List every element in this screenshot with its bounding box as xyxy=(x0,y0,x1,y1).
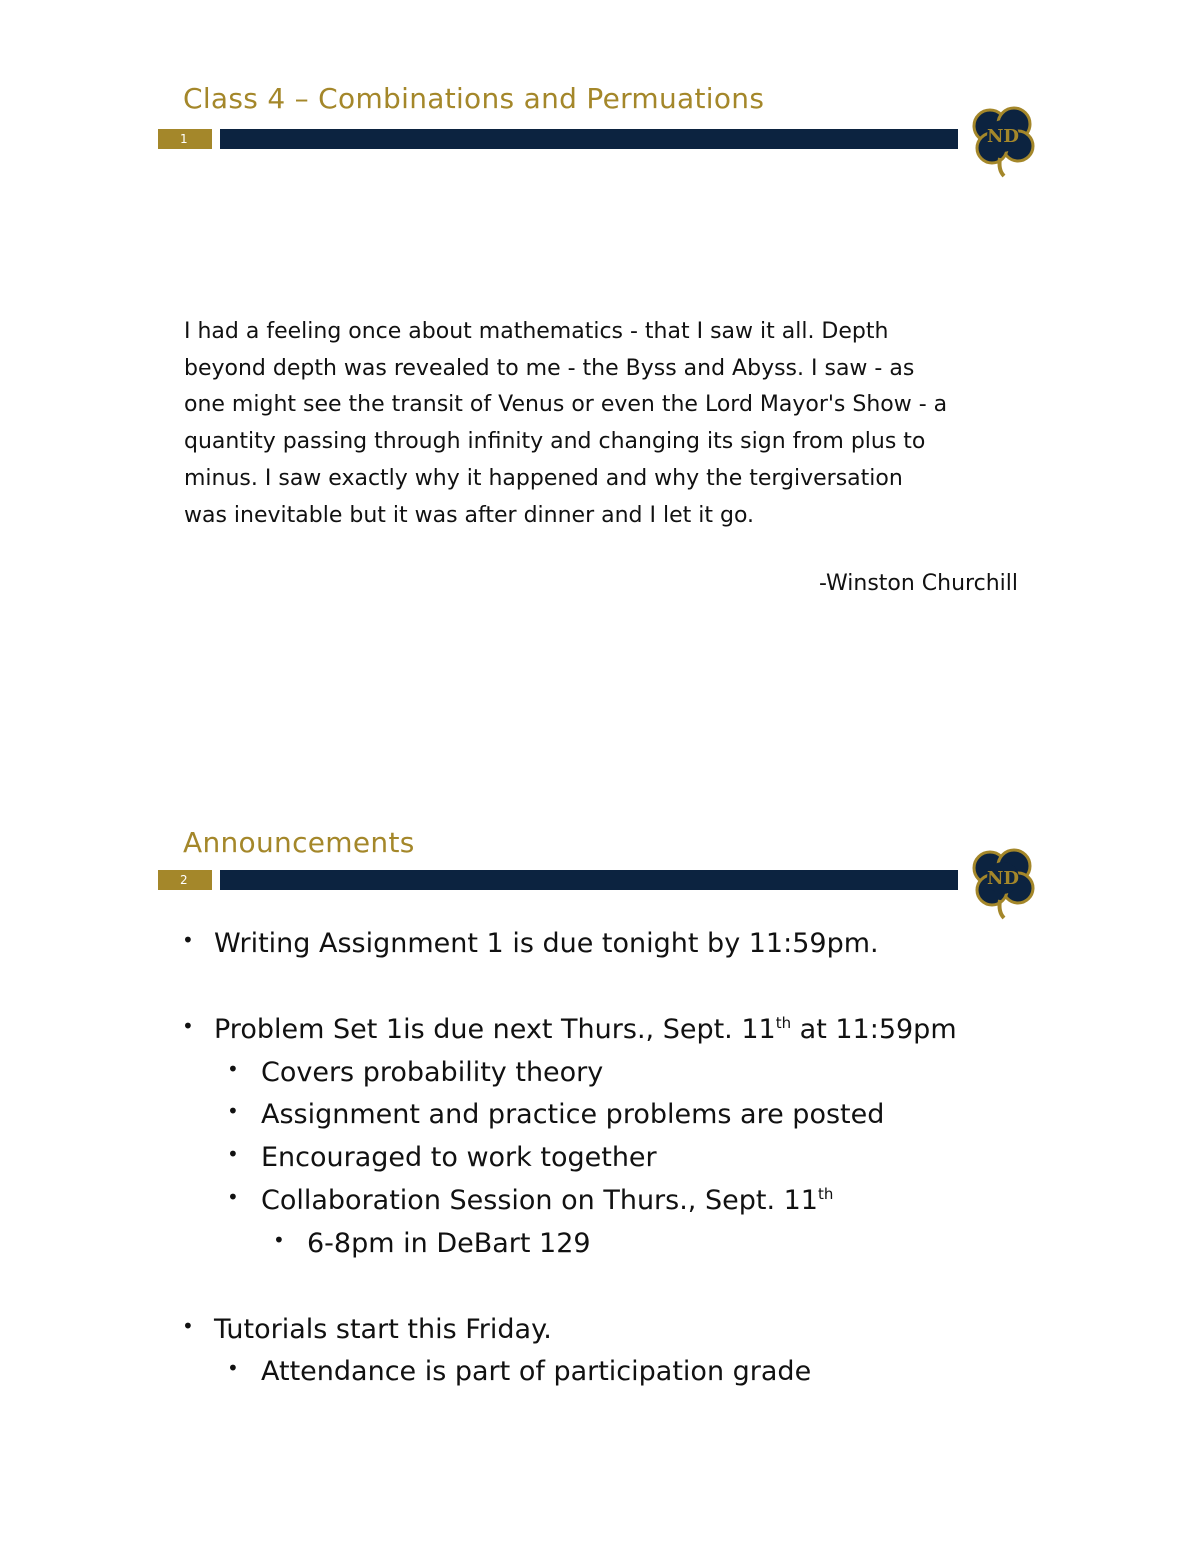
header-bar xyxy=(220,870,958,890)
bullet-text: Encouraged to work together xyxy=(261,1142,657,1173)
quote-attribution: -Winston Churchill xyxy=(818,571,1018,596)
quote-line: was inevitable but it was after dinner and I let it go. xyxy=(184,502,755,528)
quote xyxy=(184,314,1034,534)
quote-line: one might see the transit of Venus or even the Lord Mayor's Show - a xyxy=(184,392,948,418)
bullet: • xyxy=(227,1057,239,1081)
header-bar xyxy=(220,129,958,149)
bullet: • xyxy=(227,1185,239,1209)
bullet: • xyxy=(182,928,194,952)
quote-line: quantity passing through infinity and changing its sign from plus to xyxy=(184,429,926,455)
svg-text:ND: ND xyxy=(986,126,1020,147)
list-item xyxy=(227,1356,812,1387)
bullet-text: at 11:59pm xyxy=(791,1014,957,1045)
bullet: • xyxy=(227,1142,239,1166)
list-item xyxy=(182,1014,957,1045)
superscript: th xyxy=(775,1014,792,1032)
superscript: th xyxy=(817,1185,834,1203)
bullet-text: 6-8pm in DeBart 129 xyxy=(307,1228,591,1259)
bullet: • xyxy=(182,1014,194,1038)
quote-line: beyond depth was revealed to me - the Byss and Abyss. I saw - as xyxy=(184,355,915,381)
shamrock-nd-icon xyxy=(960,96,1046,182)
list-item xyxy=(227,1185,834,1216)
slide-2 xyxy=(0,760,1200,1553)
quote-line: I had a feeling once about mathematics - that I saw it all. Depth xyxy=(184,319,889,344)
bullet-text: Collaboration Session on Thurs., Sept. 11 xyxy=(261,1185,818,1216)
list-item xyxy=(182,1314,552,1345)
list-item xyxy=(227,1142,657,1173)
bullet: • xyxy=(182,1314,194,1338)
bullet-text: Problem Set 1is due next Thurs., Sept. 11 xyxy=(214,1014,776,1045)
slide-number: 2 xyxy=(158,870,212,890)
slide-1 xyxy=(0,0,1200,760)
list-item xyxy=(182,928,879,959)
bullet-text: Covers probability theory xyxy=(261,1057,604,1088)
shamrock-nd-icon xyxy=(960,838,1046,924)
bullet-text: Attendance is part of participation grade xyxy=(261,1356,812,1387)
bullet: • xyxy=(227,1099,239,1123)
list-item xyxy=(273,1228,591,1259)
svg-text:ND: ND xyxy=(986,868,1020,889)
bullet-text: Assignment and practice problems are posted xyxy=(261,1099,885,1130)
list-item xyxy=(227,1099,885,1130)
quote-line: minus. I saw exactly why it happened and why the tergiversation xyxy=(184,465,903,491)
bullet-text: Tutorials start this Friday. xyxy=(214,1314,552,1345)
bullet: • xyxy=(273,1228,285,1252)
slide-number: 1 xyxy=(158,129,212,149)
bullet: • xyxy=(227,1356,239,1380)
slide-title: Announcements xyxy=(183,826,415,859)
bullet-text: Writing Assignment 1 is due tonight by 11:59pm. xyxy=(214,928,879,959)
slide-title: Class 4 – Combinations and Permuations xyxy=(183,82,765,115)
list-item xyxy=(227,1057,604,1088)
